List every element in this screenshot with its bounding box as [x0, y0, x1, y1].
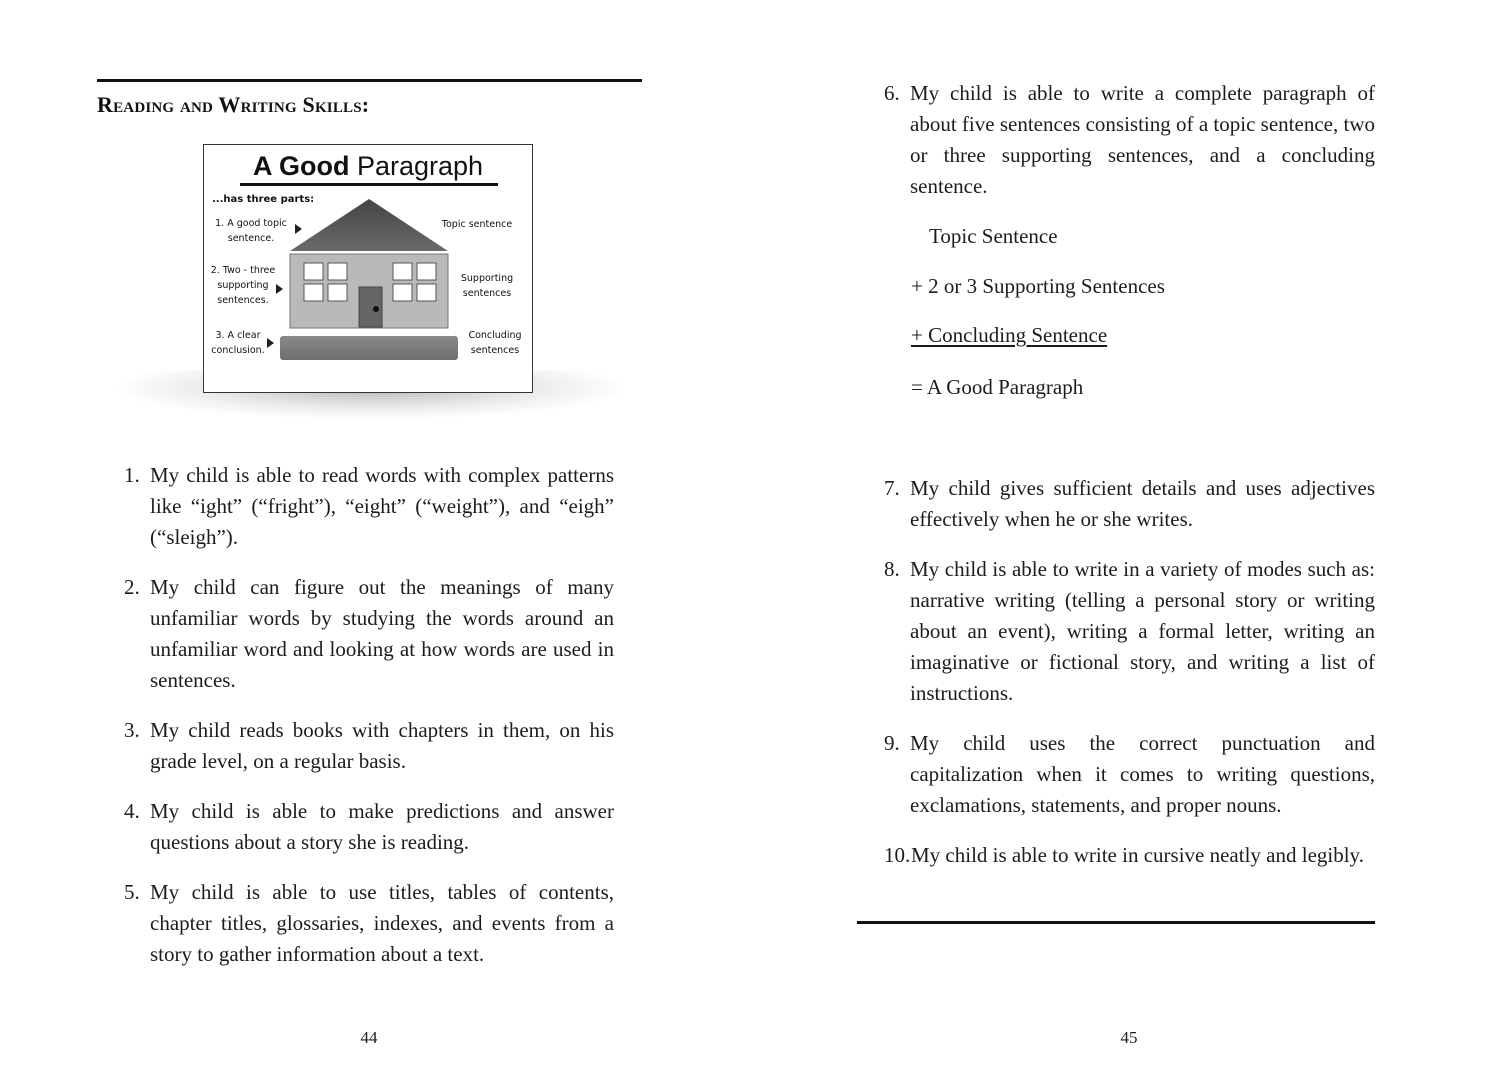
figure-title-rest: Paragraph [356, 151, 484, 181]
doorknob [373, 306, 379, 312]
figure-title-bold: A Good [252, 151, 350, 181]
left-label-2-line3: sentences. [217, 295, 269, 306]
list-item [124, 796, 614, 858]
page-number: 44 [360, 1028, 378, 1047]
item-number: 3. [124, 718, 140, 742]
item-text: My child is able to read words with complex patterns like “ight” (“fright”), “eight” (“weight”), and “eigh” (“sleigh”). [150, 463, 614, 549]
formula-result: = A Good Paragraph [911, 375, 1084, 399]
page-number: 45 [1120, 1028, 1138, 1047]
skills-list-right-top [884, 78, 1375, 221]
door [359, 287, 382, 327]
right-label-3 [460, 328, 530, 358]
left-label-3-line2: conclusion. [211, 345, 265, 356]
item-text: My child is able to make predictions and answer questions about a story she is reading. [150, 799, 614, 854]
item-number: 6. [884, 81, 900, 105]
formula-concluding: + Concluding Sentence [911, 323, 1108, 347]
left-label-1 [208, 216, 294, 246]
right-label-2-line1: Supporting [460, 273, 514, 284]
item-text: My child can figure out the meanings of many unfamiliar words by studying the words around an unfamiliar word and looking at how words are used in sentences. [150, 575, 614, 692]
item-text: My child is able to write in cursive neatly and legibly. [911, 843, 1364, 867]
roof-shape [290, 199, 448, 251]
list-item [124, 877, 614, 970]
formula-topic: Topic Sentence [929, 224, 1058, 248]
left-label-1-line2: sentence. [227, 233, 275, 244]
item-number: 2. [124, 575, 140, 599]
arrow-1-icon [295, 224, 302, 234]
skills-list-right [884, 473, 1375, 890]
right-label-1-line1: Topic sentence [441, 219, 513, 230]
right-label-3-line1: Concluding [468, 330, 522, 341]
list-item [884, 728, 1375, 821]
item-number: 1. [124, 463, 140, 487]
list-item [884, 840, 1375, 871]
list-item [884, 78, 1375, 202]
right-label-2-line2: sentences [462, 288, 512, 299]
left-label-2-line1: 2. Two - three [210, 265, 276, 276]
figure-subtitle: ...has three parts: [212, 194, 315, 205]
left-label-2-line2: supporting [217, 280, 269, 291]
list-item [884, 473, 1375, 535]
list-item [124, 460, 614, 553]
item-text: My child uses the correct punctuation and capitalization when it comes to writing questions, exclamations, statements, and proper nouns. [910, 731, 1375, 817]
left-label-3 [206, 328, 270, 358]
left-label-2 [206, 263, 280, 308]
right-label-2 [452, 271, 522, 301]
formula-supporting: + 2 or 3 Supporting Sentences [911, 274, 1165, 298]
item-number: 7. [884, 476, 900, 500]
item-text: My child is able to write in a variety of modes such as: narrative writing (telling a personal story or writing about an event), writing a formal letter, writing an imaginative or fictional story, and writing a list of instructions. [910, 557, 1375, 705]
list-item [884, 554, 1375, 709]
item-text: My child reads books with chapters in them, on his grade level, on a regular basis. [150, 718, 614, 773]
item-number: 9. [884, 731, 900, 755]
good-paragraph-figure [203, 144, 533, 393]
top-rule [97, 79, 642, 82]
item-number: 4. [124, 799, 140, 823]
foundation [280, 336, 458, 360]
section-title: Reading and Writing Skills: [97, 92, 370, 117]
item-text: My child gives sufficient details and uses adjectives effectively when he or she writes. [910, 476, 1375, 531]
item-number: 8. [884, 557, 900, 581]
item-number: 10. [884, 843, 911, 867]
item-number: 5. [124, 880, 140, 904]
left-label-1-line1: 1. A good topic [215, 218, 287, 229]
right-label-1 [434, 217, 520, 232]
list-item [124, 572, 614, 696]
bottom-rule [857, 921, 1375, 924]
list-item [124, 715, 614, 777]
skills-list-left [124, 460, 614, 989]
item-text: My child is able to use titles, tables of contents, chapter titles, glossaries, indexes, and events from a story to gather information about a text. [150, 880, 614, 966]
item-text: My child is able to write a complete paragraph of about five sentences consisting of a topic sentence, two or three supporting sentences, and a concluding sentence. [910, 81, 1375, 198]
left-label-3-line1: 3. A clear [215, 330, 261, 341]
right-label-3-line2: sentences [470, 345, 520, 356]
